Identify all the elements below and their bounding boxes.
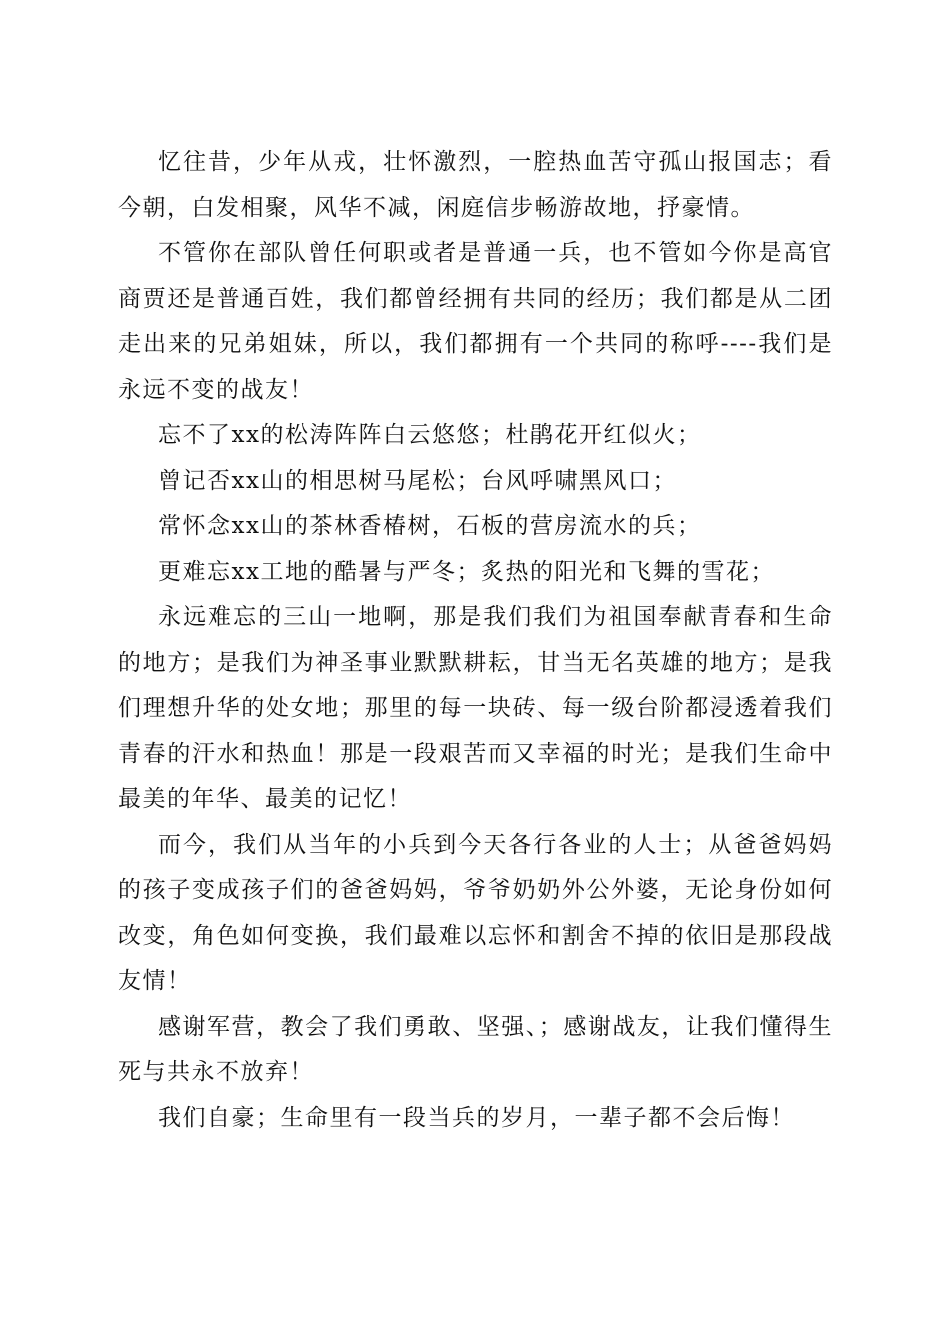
document-body [118, 140, 833, 1141]
paragraph-3: 忘不了xx的松涛阵阵白云悠悠；杜鹃花开红似火； [158, 422, 702, 448]
paragraph-5: 常怀念xx山的茶林香椿树，石板的营房流水的兵； [158, 513, 702, 539]
paragraph-2: 不管你在部队曾任何职或者是普通一兵，也不管如今你是高官商贾还是普通百姓，我们都曾经拥有共同的经历；我们都是从二团走出来的兄弟姐妹，所以，我们都拥有一个共同的称呼----我们是永远不变的战友！ [118, 240, 833, 403]
paragraph-1: 忆往昔，少年从戎，壮怀激烈，一腔热血苦守孤山报国志；看今朝，白发相聚，风华不减，闲庭信步畅游故地，抒豪情。 [118, 149, 833, 221]
paragraph-8: 而今，我们从当年的小兵到今天各行各业的人士；从爸爸妈妈的孩子变成孩子们的爸爸妈妈，爷爷奶奶外公外婆，无论身份如何改变，角色如何变换，我们最难以忘怀和割舍不掉的依旧是那段战友情！ [118, 831, 833, 994]
paragraph-6: 更难忘xx工地的酷暑与严冬；炙热的阳光和飞舞的雪花； [158, 558, 775, 585]
paragraph-4: 曾记否xx山的相思树马尾松；台风呼啸黑风口； [158, 467, 677, 494]
paragraph-7: 永远难忘的三山一地啊，那是我们我们为祖国奉献青春和生命的地方；是我们为神圣事业默默耕耘，甘当无名英雄的地方；是我们理想升华的处女地；那里的每一块砖、每一级台阶都浸透着我们青春的汗水和热血！那是一段艰苦而又幸福的时光；是我们生命中最美的年华、最美的记忆！ [118, 604, 833, 812]
paragraph-10: 我们自豪；生命里有一段当兵的岁月，一辈子都不会后悔！ [158, 1104, 795, 1131]
paragraph-9: 感谢军营，教会了我们勇敢、坚强、；感谢战友，让我们懂得生死与共永不放弃！ [118, 1013, 833, 1085]
